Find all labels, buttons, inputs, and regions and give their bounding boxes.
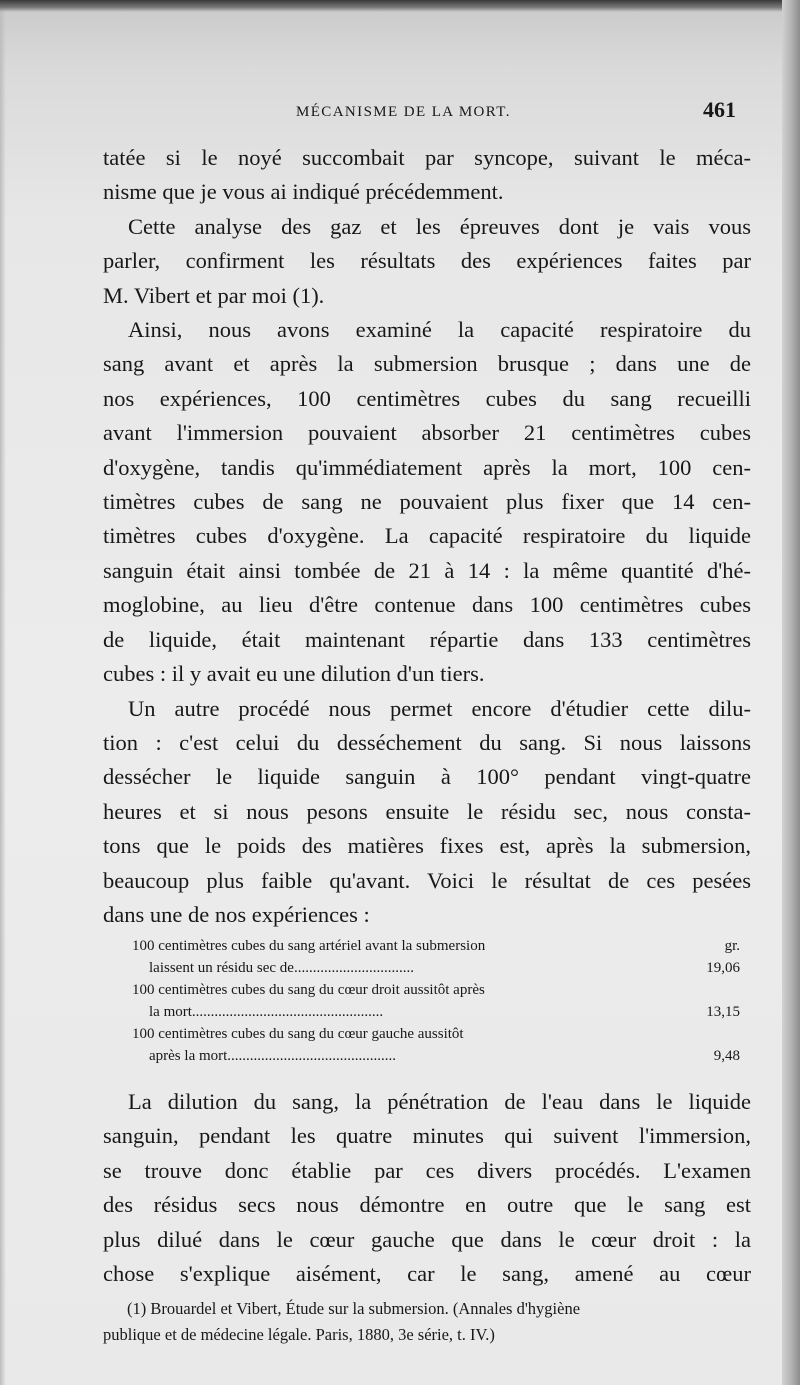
- text-line: Un autre procédé nous permet encore d'étudier cette dilu-: [128, 695, 751, 721]
- text-line: chose s'explique aisément, car le sang, amené au cœur: [103, 1261, 751, 1287]
- body-text-continued: [103, 1085, 751, 1291]
- scan-edge-left: [0, 0, 6, 1385]
- text-line: nisme que je vous ai indiqué précédemment.: [103, 179, 504, 205]
- text-line: dessécher le liquide sanguin à 100° pendant vingt-quatre: [103, 764, 751, 790]
- running-title: MÉCANISME DE LA MORT.: [296, 104, 511, 120]
- text-line: Ainsi, nous avons examiné la capacité respiratoire du: [128, 317, 751, 343]
- text-line: sanguin, pendant les quatre minutes qui suivent l'immersion,: [103, 1123, 751, 1149]
- table-row: [132, 1001, 740, 1023]
- text-line: timètres cubes de sang ne pouvaient plus fixer que 14 cen-: [103, 489, 751, 515]
- table-row-text: 100 centimètres cubes du sang du cœur droit aussitôt après: [132, 982, 485, 998]
- scan-edge-right: [782, 0, 800, 1385]
- text-line: d'oxygène, tandis qu'immédiatement après la mort, 100 cen-: [103, 454, 751, 480]
- body-text: [103, 141, 751, 932]
- table-row-value: gr.: [724, 938, 740, 954]
- text-line: timètres cubes d'oxygène. La capacité respiratoire du liquide: [103, 523, 751, 549]
- text-line: M. Vibert et par moi (1).: [103, 282, 325, 308]
- text-line: dans une de nos expériences :: [103, 901, 370, 927]
- text-line: de liquide, était maintenant répartie dans 133 centimètres: [103, 626, 751, 652]
- text-line: avant l'immersion pouvaient absorber 21 centimètres cubes: [103, 420, 751, 446]
- table-row: [132, 1023, 740, 1045]
- text-line: moglobine, au lieu d'être contenue dans 100 centimètres cubes: [103, 592, 751, 618]
- table-row-text: laissent un résidu sec de................................: [149, 960, 414, 976]
- text-line: des résidus secs nous démontre en outre que le sang est: [103, 1192, 751, 1218]
- text-line: tion : c'est celui du desséchement du sang. Si nous laissons: [103, 729, 751, 755]
- table-row: [132, 979, 740, 1001]
- text-line: beaucoup plus faible qu'avant. Voici le résultat de ces pesées: [103, 867, 751, 893]
- text-line: plus dilué dans le cœur gauche que dans le cœur droit : la: [103, 1226, 751, 1252]
- table-row-value: 13,15: [706, 1004, 740, 1020]
- text-line: sanguin était ainsi tombée de 21 à 14 : la même quantité d'hé-: [103, 557, 751, 583]
- text-line: sang avant et après la submersion brusque ; dans une de: [103, 351, 751, 377]
- text-line: heures et si nous pesons ensuite le résidu sec, nous consta-: [103, 798, 751, 824]
- table-row-value: 19,06: [706, 960, 740, 976]
- table-row: [132, 1045, 740, 1067]
- text-line: cubes : il y avait eu une dilution d'un tiers.: [103, 661, 485, 687]
- page-number: 461: [703, 97, 736, 122]
- text-line: tons que le poids des matières fixes est, après la submersion,: [103, 833, 751, 859]
- table-row-text: la mort...................................................: [149, 1004, 384, 1020]
- text-line: Cette analyse des gaz et les épreuves dont je vais vous: [128, 213, 751, 239]
- text-line: tatée si le noyé succombait par syncope, suivant le méca-: [103, 145, 751, 170]
- footnote-line: (1) Brouardel et Vibert, Étude sur la submersion. (Annales d'hygiène: [127, 1299, 581, 1318]
- footnote: [103, 1296, 751, 1348]
- text-line: nos expériences, 100 centimètres cubes du sang recueilli: [103, 385, 751, 411]
- table-row: [132, 935, 740, 957]
- residue-table: [132, 935, 740, 1067]
- text-line: La dilution du sang, la pénétration de l'eau dans le liquide: [128, 1089, 751, 1114]
- scan-edge-top: [0, 0, 800, 12]
- table-row: [132, 957, 740, 979]
- text-line: se trouve donc établie par ces divers procédés. L'examen: [103, 1157, 751, 1183]
- table-row-text: après la mort.............................................: [149, 1048, 397, 1064]
- table-row-text: 100 centimètres cubes du sang du cœur gauche aussitôt: [132, 1026, 464, 1042]
- table-row-text: 100 centimètres cubes du sang artériel avant la submersion: [132, 938, 486, 954]
- table-row-value: 9,48: [713, 1048, 740, 1064]
- text-line: parler, confirment les résultats des expériences faites par: [103, 248, 751, 274]
- footnote-line: publique et de médecine légale. Paris, 1880, 3e série, t. IV.): [103, 1325, 495, 1344]
